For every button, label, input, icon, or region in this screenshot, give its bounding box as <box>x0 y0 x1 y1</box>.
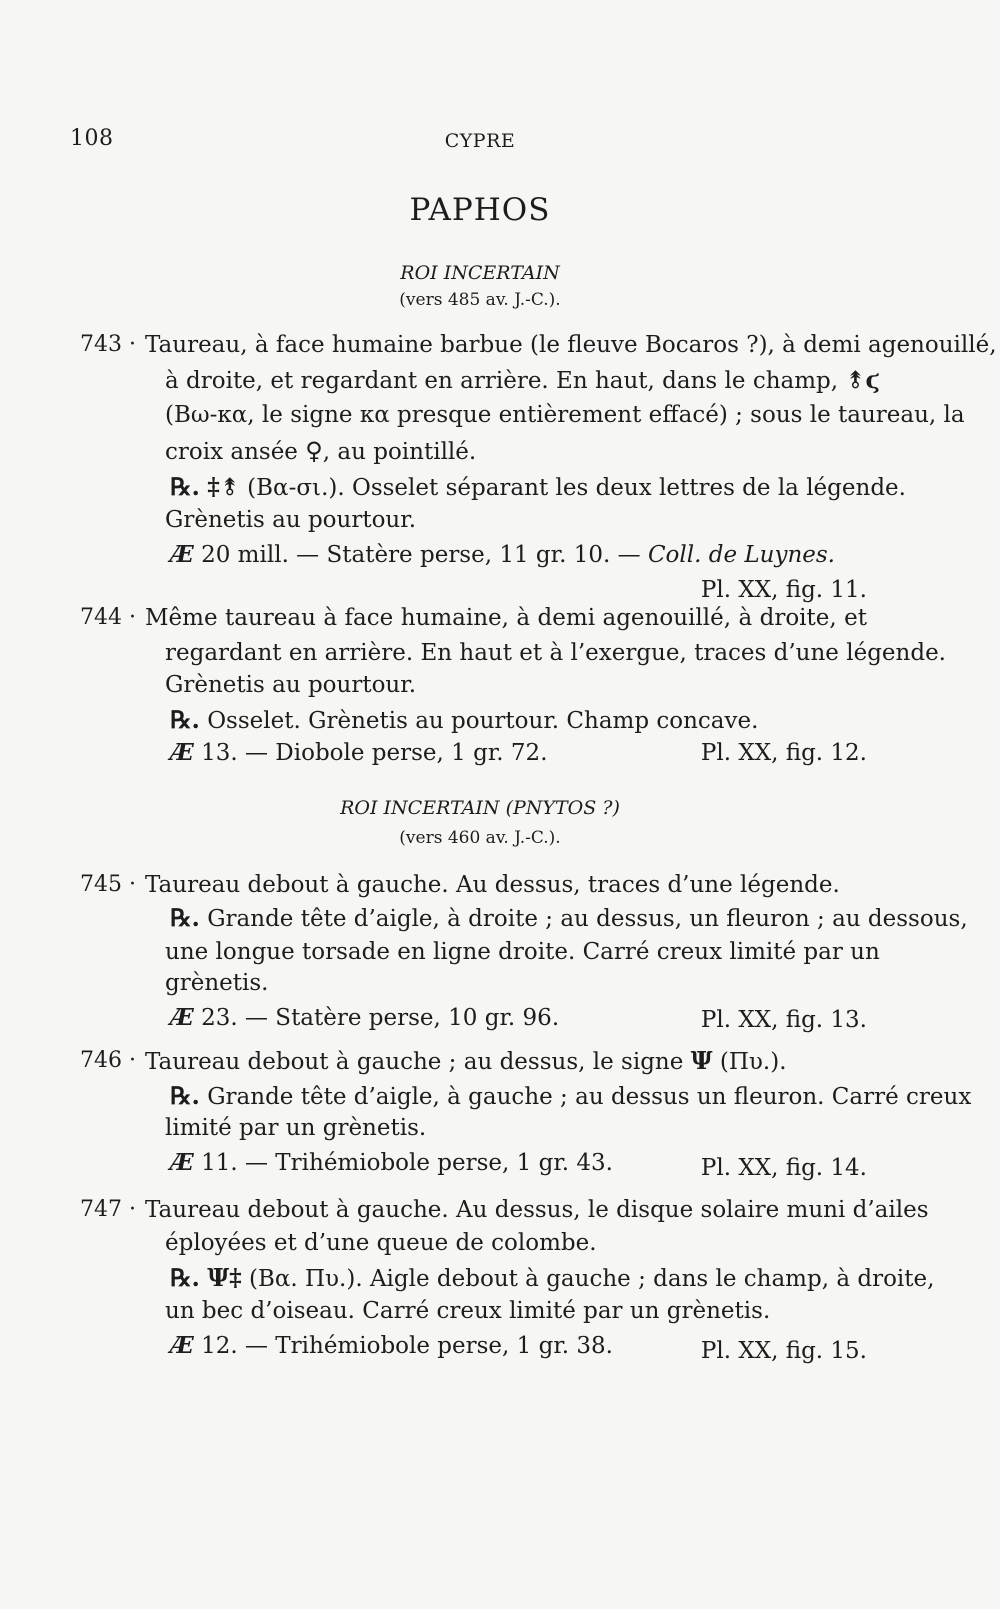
silver-mark: Æ <box>170 1332 194 1359</box>
reverse-mark: ℞. <box>170 1263 200 1292</box>
entry-text-span: 20 mill. — Statère perse, 11 gr. 10. — <box>201 542 641 568</box>
page-number: 108 <box>70 126 114 151</box>
plate-reference: Pl. XX, fig. 15. <box>700 1338 867 1364</box>
reverse-mark: ℞. <box>170 705 200 734</box>
entry-text: grènetis. <box>165 970 269 996</box>
entry-text: (Βω-κα, le signe κα presque entièrement effacé) ; sous le taureau, la <box>165 402 965 428</box>
entry-text: Même taureau à face humaine, à demi agenouillé, à droite, et <box>145 605 867 631</box>
plate-reference: Pl. XX, fig. 11. <box>700 577 867 603</box>
section-dates: (vers 460 av. J.-C.). <box>399 828 561 848</box>
entry-text: Taureau, à face humaine barbue (le fleuve Bocaros ?), à demi agenouillé, <box>145 332 997 358</box>
entry-number: 746 · <box>80 1048 136 1073</box>
entry-text <box>170 540 867 570</box>
entry-text-span: croix ansée <box>165 439 298 465</box>
entry-text: Taureau debout à gauche. Au dessus, traces d’une légende. <box>145 872 840 898</box>
entry-text-span: Taureau debout à gauche ; au dessus, le signe <box>145 1049 684 1075</box>
entry-text: limité par un grènetis. <box>165 1115 427 1141</box>
entry-text-span: (Βα. Πυ.). Aigle debout à gauche ; dans le champ, à droite, <box>248 1266 935 1292</box>
silver-mark: Æ <box>170 1149 194 1176</box>
entry-number: 744 · <box>80 605 136 630</box>
entry-text <box>170 705 867 736</box>
entry-text-span: 23. — Statère perse, 10 gr. 96. <box>201 1005 560 1031</box>
legend-symbol: Ψ <box>690 1046 713 1075</box>
entry-text: Grènetis au pourtour. <box>165 507 417 533</box>
entry-text: un bec d’oiseau. Carré creux limité par un grènetis. <box>165 1298 771 1324</box>
silver-mark: Æ <box>170 1004 194 1031</box>
collection-name: Coll. de Luynes. <box>647 542 835 568</box>
section-dates: (vers 485 av. J.-C.). <box>399 290 561 310</box>
entry-text <box>165 436 867 467</box>
entry-text: regardant en arrière. En haut et à l’exergue, traces d’une légende. <box>165 640 946 666</box>
entry-text <box>170 472 906 503</box>
running-header <box>70 126 890 156</box>
legend-symbol: ‡⥉ <box>207 472 240 501</box>
reverse-mark: ℞. <box>170 1081 200 1110</box>
silver-mark: Æ <box>170 541 194 568</box>
entry-text-span: Grande tête d’aigle, à droite ; au dessus, un fleuron ; au dessous, <box>207 906 968 932</box>
entry-text-span: à droite, et regardant en arrière. En haut, dans le champ, <box>165 368 839 394</box>
entry-text-span: Grande tête d’aigle, à gauche ; au dessus un fleuron. Carré creux <box>207 1084 972 1110</box>
entry-number: 743 · <box>80 332 136 357</box>
page-title: PAPHOS <box>409 192 551 228</box>
entry-text-span: 12. — Trihémiobole perse, 1 gr. 38. <box>201 1333 613 1359</box>
section-heading: ROI INCERTAIN <box>400 262 560 284</box>
legend-symbol: ⥉ϛ <box>845 365 881 394</box>
entry-text <box>145 1046 867 1077</box>
running-title: CYPRE <box>444 130 516 152</box>
entry-text: Grènetis au pourtour. <box>165 672 417 698</box>
entry-number: 747 · <box>80 1197 136 1222</box>
ankh-symbol: ♀ <box>305 436 323 465</box>
entry-text <box>170 1081 972 1112</box>
entry-text-span: , au pointillé. <box>322 439 477 465</box>
entry-text <box>165 365 881 396</box>
legend-symbol: Ψ‡ <box>207 1263 242 1292</box>
entry-text-span: (Βα-σι.). Osselet séparant les deux lettres de la légende. <box>247 475 906 501</box>
plate-reference: Pl. XX, fig. 12. <box>700 740 867 766</box>
entry-text-span: 13. — Diobole perse, 1 gr. 72. <box>201 740 548 766</box>
entry-text: une longue torsade en ligne droite. Carré creux limité par un <box>165 939 880 965</box>
silver-mark: Æ <box>170 739 194 766</box>
reverse-mark: ℞. <box>170 903 200 932</box>
entry-text <box>170 903 968 934</box>
entry-number: 745 · <box>80 872 136 897</box>
plate-reference: Pl. XX, fig. 13. <box>700 1007 867 1033</box>
section-heading: ROI INCERTAIN (PNYTOS ?) <box>340 797 620 819</box>
reverse-mark: ℞. <box>170 472 200 501</box>
entry-text-span: 11. — Trihémiobole perse, 1 gr. 43. <box>201 1150 613 1176</box>
entry-text-span: (Πυ.). <box>719 1049 787 1075</box>
entry-text-span: Osselet. Grènetis au pourtour. Champ concave. <box>207 708 759 734</box>
plate-reference: Pl. XX, fig. 14. <box>700 1155 867 1181</box>
entry-text: Taureau debout à gauche. Au dessus, le disque solaire muni d’ailes <box>145 1197 929 1223</box>
entry-text: éployées et d’une queue de colombe. <box>165 1230 597 1256</box>
entry-text <box>170 1263 935 1294</box>
